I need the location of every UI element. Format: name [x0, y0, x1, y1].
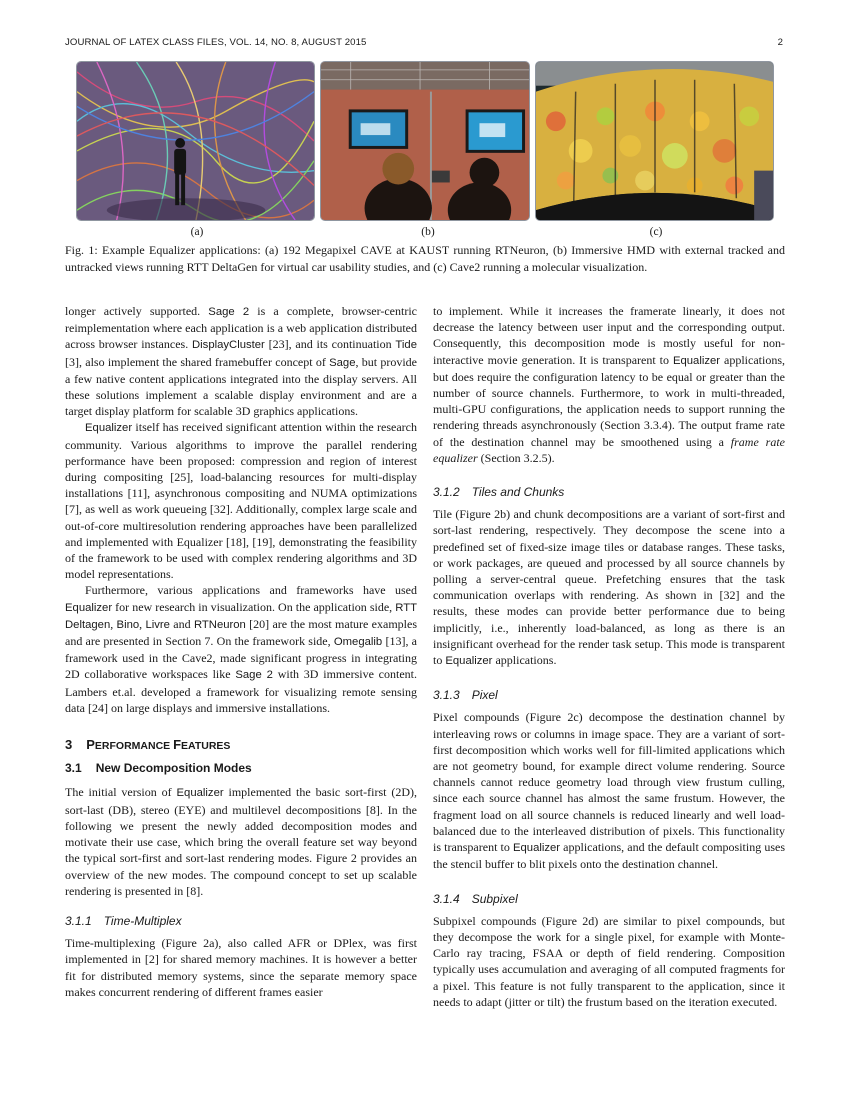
section-heading-3-1-1: 3.1.1 Time-Multiplex — [65, 913, 182, 928]
photo-cave2 — [535, 61, 774, 221]
paragraph: Furthermore, various applications and frameworks have used Equalizer for new research in visualization. On the application side, RTT Deltagen, Bino, Livre and RTNeuron [20] are the most mature examples and are presented in Section 7. On the framework side, Omegalib [13], a framework used in the Cave2, made significant progress in integrating 2D collaborative workspaces like Sage 2 with 3D immersive content. Lambers et.al. developed a framework for visualizing remote sensing data [24] on large displays and immersive installations. — [65, 583, 417, 715]
page-header — [65, 37, 783, 51]
page-number: 2 — [777, 37, 783, 48]
section-heading-3-1-3: 3.1.3 Pixel — [433, 688, 498, 703]
journal-title: JOURNAL OF LATEX CLASS FILES, VOL. 14, NO. 8, AUGUST 2015 — [65, 37, 367, 48]
section-heading-3: 3 PERFORMANCE FEATURES — [65, 737, 231, 753]
right-column — [433, 303, 785, 1010]
subcaption-a: (a) — [190, 226, 204, 238]
figure-1 — [76, 61, 774, 221]
paragraph: longer actively supported. Sage 2 is a complete, browser-centric reimplementation where each application is a web application distributed across browser instances. DisplayCluster [23], and its continuation Tide [3], also implement the shared framebuffer concept of Sage, but provide a few native content applications integrated into the display servers. All these solutions implement a scalable display environment and are a target display platform for scalable 3D graphics applications. — [65, 304, 417, 419]
section-heading-3-1: 3.1 New Decomposition Modes — [65, 761, 252, 776]
paragraph: Tile (Figure 2b) and chunk decompositions are a variant of sort-first and sort-last rendering, respectively. They decompose the scene into a predefined set of fixed-size image tiles or database ranges. These tasks, or work packages, are queued and processed by all source channels by polling a server-central queue. Prefetching ensures that the task communication overlaps with rendering. As shown in [32] and the results, these modes can provide better performance due to being implicitly, i.e., inherently load-balanced, as long as there is an insignificant overhead for the render task setup. This mode is transparent to Equalizer applications. — [433, 507, 785, 668]
subcaption-c: (c) — [649, 226, 663, 238]
figure-caption: Fig. 1: Example Equalizer applications: (a) 192 Megapixel CAVE at KAUST running RTNeuron, (b) Immersive HMD with external tracked and untracked views running RTT DeltaGen for virtual car usability studies, and (c) Cave2 running a molecular visualization. — [65, 243, 785, 274]
paragraph: to implement. While it increases the framerate linearly, it does not decrease the latency between user input and the corresponding output. Consequently, this decomposition mode is mostly useful for non-interactive movie generation. It is transparent to Equalizer applications, but does require the configuration latency to be equal or greater than the number of source channels. Furthermore, to work in multi-threaded, multi-GPU configurations, the application needs to support running the rendering threads asynchronously (Section 3.3.4). The output frame rate of the destination channel may be smoothened using a frame rate equalizer (Section 3.2.5). — [433, 304, 786, 465]
section-heading-3-1-4: 3.1.4 Subpixel — [433, 891, 518, 906]
paragraph: Equalizer itself has received significant attention within the research community. Various algorithms to improve the parallel rendering performance have been proposed: compression and region of interest during compositing [25], load-balancing resources for multi-display installations [11], asynchronous compositing and NUMA optimizations [7], as well as work queueing [32]. Additionally, complex large scale and out-of-core multiresolution rendering approaches have been parallelized and implemented with Equalizer [18], [19], demonstrating the feasibility of the framework to be used with complex rendering algorithms and 3D model representations. — [65, 420, 417, 582]
subcaption-b: (b) — [421, 226, 435, 238]
photo-cave-kaust — [76, 61, 315, 221]
photo-hmd — [320, 61, 530, 221]
paragraph: Time-multiplexing (Figure 2a), also called AFR or DPlex, was first implemented in [2] for shared memory machines. It is however a better fit for distributed memory systems, since the separate memory space makes concurrent rendering of different frames easier — [65, 936, 417, 999]
section-heading-3-1-2: 3.1.2 Tiles and Chunks — [433, 485, 565, 500]
paragraph: Pixel compounds (Figure 2c) decompose the destination channel by interleaving rows or columns in image space. They are a variant of sort-first decomposition which works well for fill-limited applications which are not geometry bound, for example direct volume rendering. Source channels cannot reduce geometry load through view frustum culling, since each source channel has almost the same frustum. However, the fragment load on all source channels is reduced linearly and well load-balanced due to the interleaved distribution of pixels. This functionality is transparent to Equalizer applications, and the default compositing uses the stencil buffer to blit pixels onto the destination channel. — [433, 710, 785, 872]
paragraph: Subpixel compounds (Figure 2d) are similar to pixel compounds, but they decompose the work for a single pixel, for example with Monte-Carlo ray tracing, FSAA or depth of field rendering. Composition typically uses accumulation and averaging of all computed fragments for a pixel. This feature is not fully transparent to the application, since it needs to adapt (jitter or tilt) the frustum based on the iteration executed. — [433, 913, 785, 1009]
left-column — [65, 303, 417, 1000]
paragraph: The initial version of Equalizer implemented the basic sort-first (2D), sort-last (DB), stereo (EYE) and multilevel decompositions [8]. In the following we present the newly added decomposition modes and motivate their use case, which bring the overall feature set way beyond the typical sort-first and sort-last rendering modes. Figure 2 provides an overview of the new modes. The compound concept to set up scalable rendering is presented in [8]. — [65, 785, 417, 898]
